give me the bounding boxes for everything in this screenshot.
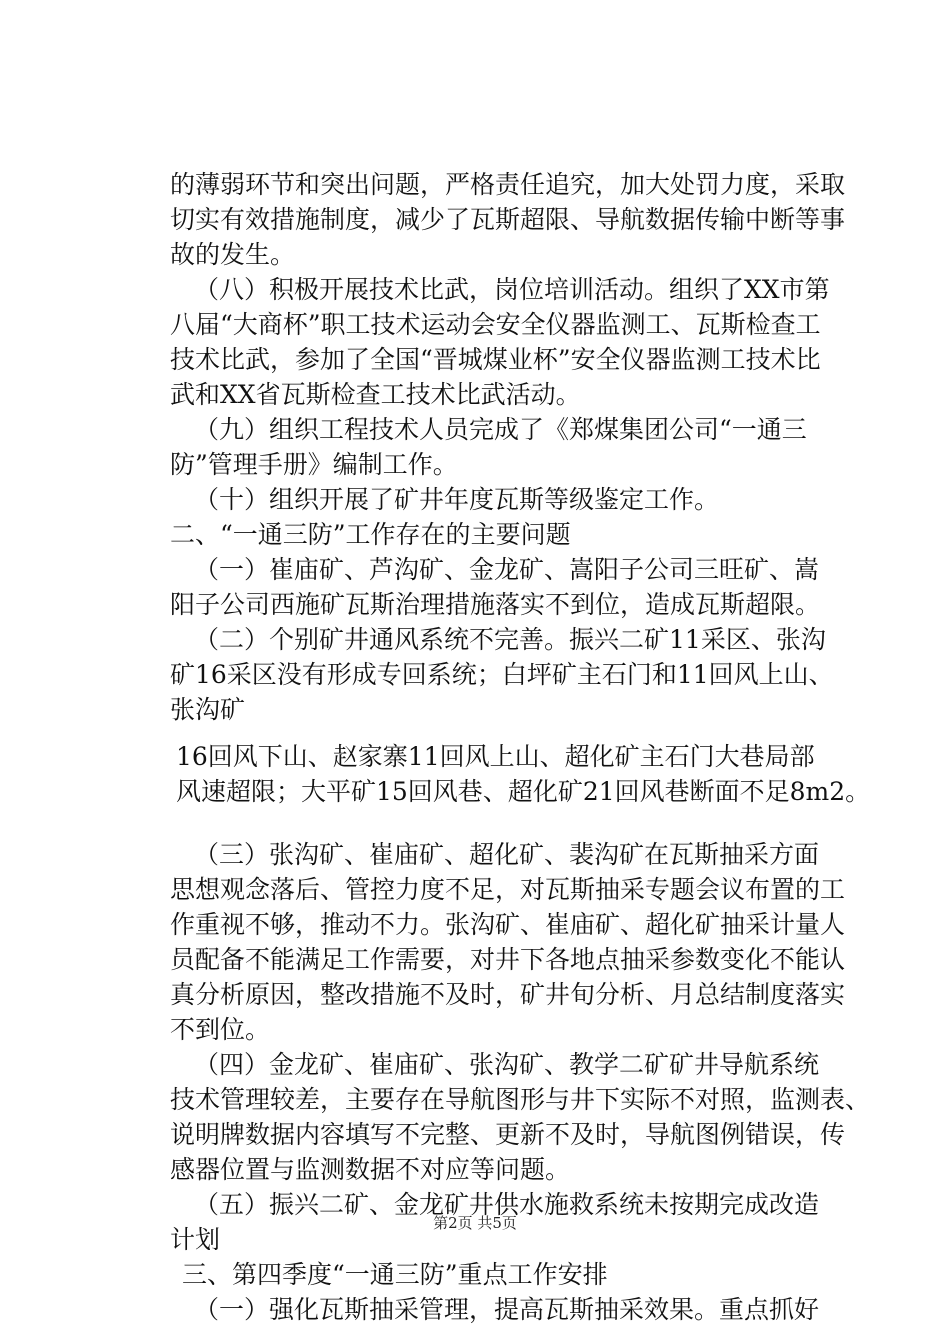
text-line: 作重视不够，推动不力。张沟矿、崔庙矿、超化矿抽采计量人 (170, 910, 846, 939)
text-line: 技术管理较差，主要存在导航图形与井下实际不对照，监测表、 (170, 1085, 871, 1114)
section-heading: 二、“一通三防”工作存在的主要问题 (170, 520, 571, 549)
text-line: 切实有效措施制度，减少了瓦斯超限、导航数据传输中断等事 (170, 205, 846, 234)
text-line: （五）振兴二矿、金龙矿井供水施救系统未按期完成改造 (194, 1190, 820, 1219)
text-line: 武和XX省瓦斯检查工技术比武活动。 (170, 380, 581, 409)
text-line: 说明牌数据内容填写不完整、更新不及时，导航图例错误，传 (170, 1120, 846, 1149)
text-line: 不到位。 (170, 1015, 271, 1044)
text-line: （三）张沟矿、崔庙矿、超化矿、裴沟矿在瓦斯抽采方面 (194, 840, 820, 869)
text-line: 技术比武，参加了全国“晋城煤业杯”安全仪器监测工技术比 (170, 345, 821, 374)
text-line: 思想观念落后、管控力度不足，对瓦斯抽采专题会议布置的工 (170, 875, 846, 904)
page-number-footer: 第2页 共5页 (433, 1214, 517, 1232)
text-line: 八届“大商杯”职工技术运动会安全仪器监测工、瓦斯检查工 (170, 310, 821, 339)
text-line: 真分析原因，整改措施不及时，矿井旬分析、月总结制度落实 (170, 980, 846, 1009)
text-line: （九）组织工程技术人员完成了《郑煤集团公司“一通三 (194, 415, 807, 444)
text-line: 感器位置与监测数据不对应等问题。 (170, 1155, 571, 1184)
text-line: 张沟矿 (170, 695, 246, 724)
text-line: （一）崔庙矿、芦沟矿、金龙矿、嵩阳子公司三旺矿、嵩 (194, 555, 820, 584)
section-heading: 三、第四季度“一通三防”重点工作安排 (182, 1260, 608, 1289)
text-line: （八）积极开展技术比武，岗位培训活动。组织了XX市第 (194, 275, 830, 304)
text-line: 计划 (170, 1225, 221, 1254)
text-line: （二）个别矿井通风系统不完善。振兴二矿11采区、张沟 (194, 625, 826, 654)
text-line: （十）组织开展了矿井年度瓦斯等级鉴定工作。 (194, 485, 720, 514)
text-line: 矿16采区没有形成专回系统；白坪矿主石门和11回风上山、 (170, 660, 834, 689)
text-line: 16回风下山、赵家寨11回风上山、超化矿主石门大巷局部 (176, 742, 815, 771)
text-line: 故的发生。 (170, 240, 296, 269)
text-line: （四）金龙矿、崔庙矿、张沟矿、教学二矿矿井导航系统 (194, 1050, 820, 1079)
text-line: 风速超限；大平矿15回风巷、超化矿21回风巷断面不足8m2。 (176, 777, 871, 806)
text-line: 阳子公司西施矿瓦斯治理措施落实不到位，造成瓦斯超限。 (170, 590, 821, 619)
text-line: 员配备不能满足工作需要，对井下各地点抽采参数变化不能认 (170, 945, 846, 974)
text-line: 防”管理手册》编制工作。 (170, 450, 458, 479)
text-line: （一）强化瓦斯抽采管理，提高瓦斯抽采效果。重点抓好 (194, 1295, 820, 1324)
text-line: 的薄弱环节和突出问题，严格责任追究，加大处罚力度，采取 (170, 170, 846, 199)
